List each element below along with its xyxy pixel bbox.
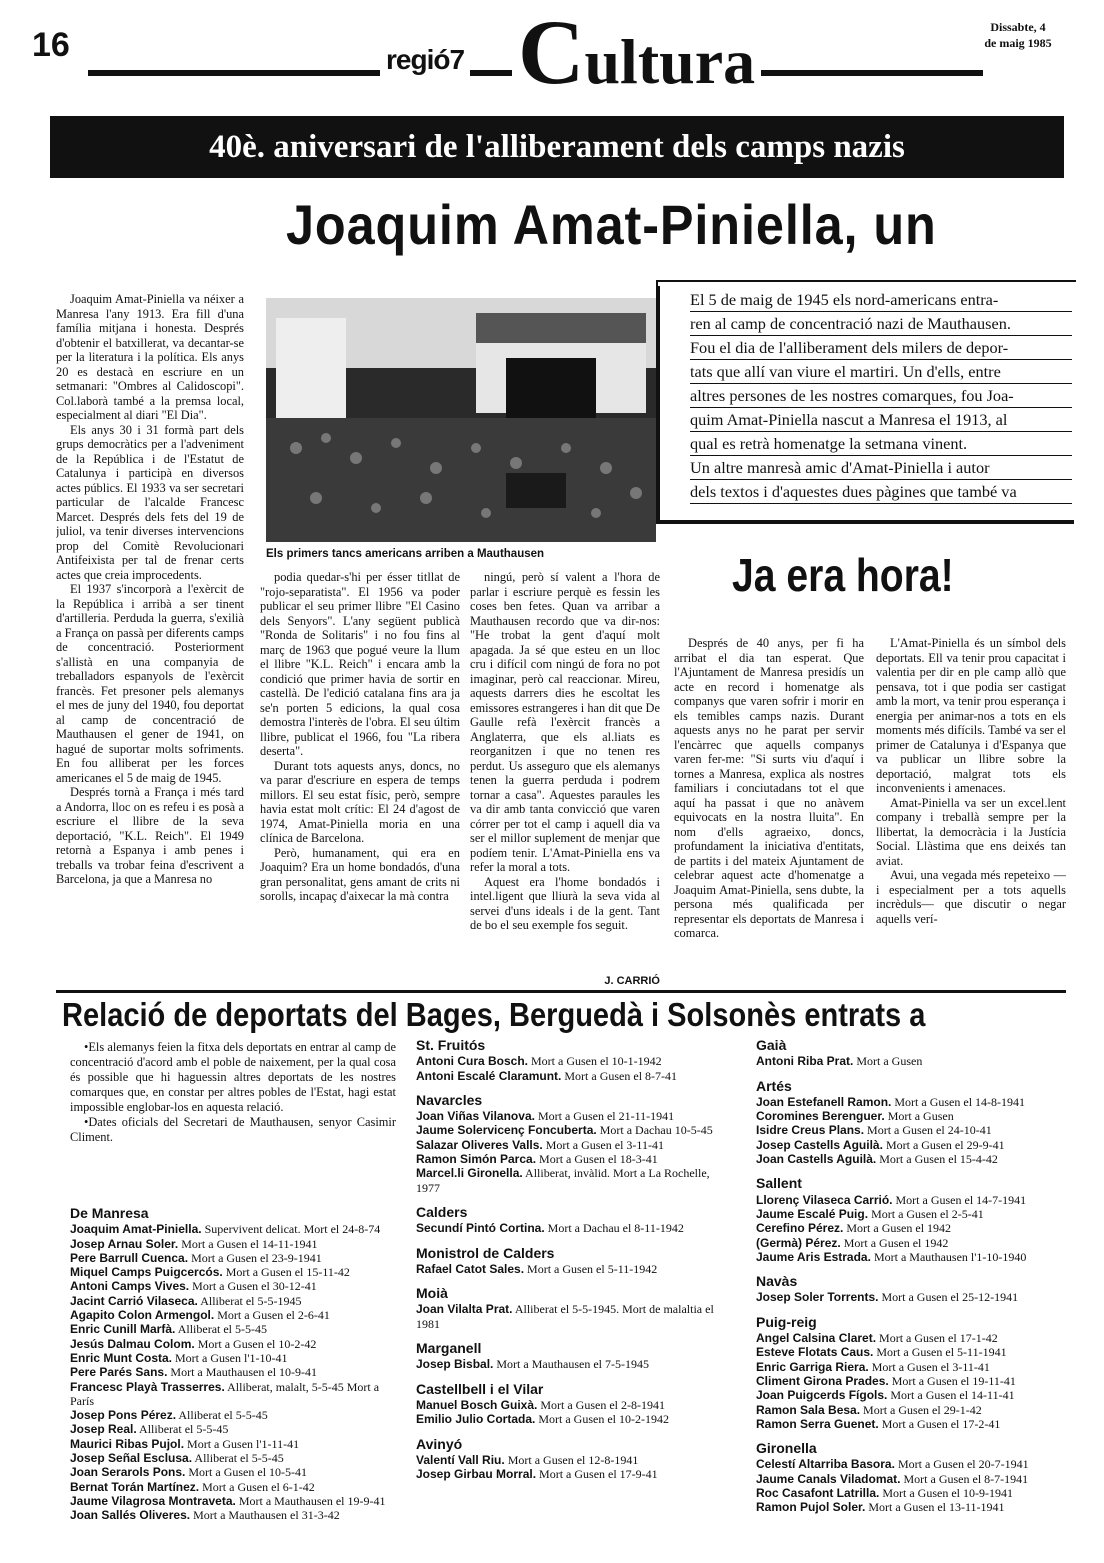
newspaper-brand: regió7 — [380, 44, 470, 76]
town-heading: Artés — [756, 1077, 792, 1094]
town-heading: De Manresa — [70, 1205, 149, 1221]
deportee-fate: Mort a Gusen el 15-11-42 — [222, 1265, 350, 1280]
article-paragraph: Avui, una vegada més repeteixo —i especialment per a tots aquells incrèduls— que discutir o negar aquells verí- — [876, 868, 1066, 926]
deportee-name: Antoni Riba Prat. — [756, 1054, 854, 1069]
relacio-column-3 — [756, 1028, 1074, 1515]
deportee-entry — [756, 1221, 1074, 1235]
deportee-name: Joaquim Amat-Piniella. — [70, 1222, 202, 1237]
deportee-name: Rafael Catot Sales. — [416, 1261, 525, 1276]
deportee-name: Ramon Simón Parca. — [416, 1152, 537, 1167]
deportee-name: Francesc Playà Trasserres. — [70, 1379, 225, 1394]
relacio-column-2 — [416, 1028, 732, 1481]
lead-rule-bottom — [656, 520, 1074, 524]
deportee-entry — [756, 1152, 1074, 1166]
deportee-entry — [756, 1331, 1074, 1345]
deportee-entry — [70, 1494, 400, 1508]
deportee-fate: Mort a Gusen el 10-1-1942 — [528, 1054, 662, 1069]
article-paragraph: L'Amat-Piniella és un símbol dels deportats. Ell va tenir prou capacitat i valentia per dir en ple camp allò que pensava, tot i que podia ser castigat amb la mort, va tenir prou esperança i energia per animar-nos a tots en els moments més difícils. També va ser el primer de Catalunya i d'Espanya que va publicar un llibre sobre la deportació, malgrat tots els inconvenients i amenaces. — [876, 636, 1066, 795]
lead-line: altres persones de les nostres comarques, fou Joa- — [690, 384, 1072, 408]
town-heading: Navàs — [756, 1273, 798, 1290]
deportee-entry — [416, 1123, 732, 1137]
bio-paragraph: Joaquim Amat-Piniella va néixer a Manresa l'any 1913. Era fill d'una família mitjana i honesta. Després d'obtenir el batxillerat, va decantar-se per la literatura i la política. Els anys 20 es destacà en escriure en un setmanari: "Ombres al Calidoscopi". Col.laborà també a la premsa local, especialment al diari "El Dia". — [56, 292, 244, 422]
deportee-entry — [416, 1166, 732, 1195]
deportee-name: Joan Estefanell Ramon. — [756, 1094, 892, 1109]
deportee-name: Roc Casafont Latrilla. — [756, 1486, 880, 1501]
deportee-name: Llorenç Vilaseca Carrió. — [756, 1192, 893, 1207]
deportee-entry — [416, 1221, 732, 1235]
deportee-fate: Mort a Gusen el 12-8-1941 — [504, 1452, 639, 1467]
lead-line: tats que allí van viure el martiri. Un d'ells, entre — [690, 360, 1072, 384]
deportee-fate: Mort a Gusen el 3-11-41 — [868, 1359, 990, 1374]
deportee-name: Esteve Flotats Caus. — [756, 1345, 874, 1360]
deportee-entry — [756, 1486, 1074, 1500]
date-line-1: Dissabte, 4 — [990, 20, 1046, 34]
deportee-name: Josep Arnau Soler. — [70, 1236, 179, 1251]
deportee-entry — [756, 1457, 1074, 1471]
relacio-note: •Dates oficials del Secretari de Mauthausen, senyor Casimir Climent. — [70, 1115, 396, 1144]
deportee-entry — [70, 1422, 400, 1436]
deportee-fate: Mort a Gusen el 5-11-1941 — [873, 1345, 1007, 1360]
deportee-entry — [756, 1250, 1074, 1264]
crowd-photo-illustration — [266, 298, 656, 542]
deportee-entry — [70, 1451, 400, 1465]
deportee-fate: Mort a Gusen el 14-8-1941 — [891, 1094, 1026, 1109]
lead-line: qual es retrà homenatge la setmana vinent. — [690, 432, 1072, 456]
deportee-entry — [756, 1193, 1074, 1207]
deportee-fate: Mort a Gusen el 30-12-41 — [189, 1279, 317, 1294]
deportee-fate: Mort a Gusen el 1942 — [843, 1221, 952, 1236]
deportee-fate: Alliberat el 5-5-45 — [175, 1322, 267, 1337]
deportee-name: Cerefino Pérez. — [756, 1221, 844, 1236]
deportee-name: Josep Real. — [70, 1422, 137, 1437]
town-heading: Puig-reig — [756, 1313, 817, 1330]
deportee-name: Antoni Escalé Claramunt. — [416, 1068, 562, 1083]
town-heading: St. Fruitós — [416, 1037, 486, 1053]
deportee-entry — [416, 1152, 732, 1166]
lead-line: El 5 de maig de 1945 els nord-americans entra- — [690, 288, 1072, 312]
town-heading: Marganell — [416, 1340, 482, 1357]
deportee-entry — [756, 1236, 1074, 1250]
deportee-entry — [70, 1337, 400, 1351]
deportee-entry — [756, 1472, 1074, 1486]
deportee-name: Miquel Camps Puigcercós. — [70, 1265, 223, 1280]
lead-line: Un altre manresà amic d'Amat-Piniella i autor — [690, 456, 1072, 480]
town-heading: Navarcles — [416, 1091, 483, 1108]
deportee-name: Joan Vilalta Prat. — [416, 1302, 513, 1317]
town-heading: Sallent — [756, 1175, 802, 1192]
deportee-entry — [756, 1109, 1074, 1123]
deportee-fate: Mort a Gusen el 13-11-1941 — [865, 1500, 1005, 1515]
deportee-entry — [70, 1294, 400, 1308]
deportee-fate: Mort a Gusen el 10-9-1941 — [879, 1486, 1013, 1501]
deportee-name: Joan Sallés Oliveres. — [70, 1508, 191, 1523]
deportee-name: Joan Puigcerds Fígols. — [756, 1388, 888, 1403]
deportee-fate: Mort a Gusen el 19-11-41 — [888, 1373, 1016, 1388]
relacio-title: Relació de deportats del Bages, Berguedà i Solsonès entrats a — [62, 996, 926, 1033]
deportee-name: Antoni Camps Vives. — [70, 1279, 190, 1294]
deportee-entry — [756, 1417, 1074, 1431]
deportee-entry — [416, 1453, 732, 1467]
deportee-name: Secundí Pintó Cortina. — [416, 1221, 545, 1236]
bio-column — [56, 292, 244, 992]
deportee-name: Jaume Solervicenç Foncuberta. — [416, 1123, 597, 1138]
deportee-fate: Mort a Gusen el 10-5-41 — [185, 1465, 308, 1480]
deportee-fate: Mort a Gusen el 2-6-41 — [214, 1308, 330, 1323]
deportee-fate: Mort a Gusen el 18-3-41 — [536, 1152, 658, 1167]
relacio-notes — [70, 1040, 396, 1145]
town-heading: Gironella — [756, 1440, 817, 1457]
lead-line: quim Amat-Piniella nascut a Manresa el 1913, al — [690, 408, 1072, 432]
deportee-fate: Mort a Gusen l'1-10-41 — [172, 1350, 288, 1365]
deportee-entry — [416, 1357, 732, 1371]
deportee-name: Angel Calsina Claret. — [756, 1331, 877, 1346]
deportee-name: Coromines Berenguer. — [756, 1109, 885, 1124]
deportee-name: Joan Viñas Vilanova. — [416, 1109, 535, 1124]
town-heading: Gaià — [756, 1037, 787, 1053]
deportee-fate: Mort a Gusen el 5-11-1942 — [524, 1261, 658, 1276]
deportee-name: Ramon Sala Besa. — [756, 1402, 861, 1417]
deportee-entry — [756, 1403, 1074, 1417]
deportee-name: Jaume Aris Estrada. — [756, 1249, 871, 1264]
deportee-name: Jaume Canals Viladomat. — [756, 1471, 901, 1486]
author-signature: J. CARRIÓ — [604, 975, 660, 987]
deportee-name: Joan Castells Aguilà. — [756, 1152, 877, 1167]
deportee-name: Pere Parés Sans. — [70, 1365, 168, 1380]
deportee-fate: Mort a Gusen el 17-2-41 — [878, 1416, 1001, 1431]
deportee-fate: Alliberat el 5-5-1945 — [197, 1293, 302, 1308]
article-paragraph: podia quedar-s'hi per ésser titllat de "rojo-separatista". El 1956 va poder publicar el seu primer llibre "El Casino dels Senyors". L'any següent publicà "Ronda de Solitaris" i no fou fins al març de 1963 que pogué veure la llum el llibre "K.L. Reich" i encara amb la condició que primer havia de sortir en castellà. De l'edició catalana fins ara ja se'n porten 5 edicions, la qual cosa demostra l'interès de l'obra. El seu últim llibre, publicat el 1966, fou "La ribera deserta". — [260, 570, 460, 758]
deportee-entry — [70, 1508, 400, 1522]
deportee-entry — [416, 1138, 732, 1152]
deportee-entry — [756, 1123, 1074, 1137]
deportee-entry — [70, 1408, 400, 1422]
deportee-name: Bernat Torán Martínez. — [70, 1479, 200, 1494]
deportee-fate: Mort a Gusen el 1942 — [840, 1235, 949, 1250]
deportee-entry — [416, 1467, 732, 1481]
deportee-entry — [756, 1360, 1074, 1374]
deportee-fate: Mort a Gusen el 29-9-41 — [882, 1137, 1005, 1152]
deportee-fate: Mort a Mauthausen l'1-10-1940 — [870, 1249, 1027, 1264]
lead-paragraph — [690, 288, 1072, 504]
lead-frame — [656, 280, 1076, 288]
deportee-name: Agapito Colon Armengol. — [70, 1308, 215, 1323]
deportee-entry — [756, 1345, 1074, 1359]
deportee-fate: Mort a Gusen el 14-7-1941 — [892, 1192, 1027, 1207]
article-paragraph: Però, humanament, qui era en Joaquim? Era un home bondadós, d'una gran personalitat, gens amant de crits ni sorolls, incapaç d'aixecar la mà contra — [260, 845, 460, 903]
photo-tanks-mauthausen — [266, 298, 656, 542]
deportee-entry — [756, 1374, 1074, 1388]
deportee-entry — [416, 1054, 732, 1068]
deportee-fate: Mort a Gusen el 10-2-42 — [194, 1336, 317, 1351]
deportee-entry — [70, 1222, 400, 1236]
deportee-fate: Mort a Gusen el 21-11-1941 — [534, 1109, 675, 1124]
deportee-name: Josep Castells Aguilà. — [756, 1137, 883, 1152]
article-column-4 — [674, 636, 864, 986]
bio-paragraph: Després tornà a França i més tard a Andorra, lloc on es refeu i es posà a escriure el llibre de la seva deportació, "K.L. Reich". El 1949 retornà a Espanya i amb penes i treballs va trobar feina d'escrivent a Barcelona, ja que a Manresa no — [56, 785, 244, 886]
anniversary-banner — [50, 116, 1064, 178]
deportee-fate: Alliberat el 5-5-45 — [176, 1408, 268, 1423]
town-heading: Castellbell i el Vilar — [416, 1380, 544, 1397]
deportee-fate: Mort a Gusen el 8-7-1941 — [900, 1471, 1029, 1486]
deportee-entry — [70, 1437, 400, 1451]
deportee-fate: Mort a Gusen el 17-9-41 — [536, 1467, 658, 1482]
deportee-fate: Mort a Mauthausen el 19-9-41 — [235, 1493, 386, 1508]
deportee-name: Enric Cunill Marfà. — [70, 1322, 176, 1337]
deportee-entry — [70, 1237, 400, 1251]
deportee-name: Pere Barrull Cuenca. — [70, 1250, 189, 1265]
deportee-fate: Supervivent delicat. Mort el 24-8-74 — [201, 1222, 381, 1237]
relacio-note: •Els alemanys feien la fitxa dels deportats en entrar al camp de concentració d'acord amb el poble de naixement, per la qual cosa és possible que hi haguessin altres deportats de les nostres comarques que, en constar per altres pobles de l'Estat, hagi estat impossible englobar-los en aquesta relació. — [70, 1040, 396, 1114]
deportee-name: Maurici Ribas Pujol. — [70, 1436, 185, 1451]
article-paragraph: Amat-Piniella va ser un excel.lent company i treballà sempre per la llibertat, la democràcia i la Justícia Social. Llàstima que ens deixés tan aviat. — [876, 795, 1066, 868]
deportee-name: Josep Pons Pérez. — [70, 1408, 177, 1423]
deportee-name: Josep Señal Esclusa. — [70, 1451, 193, 1466]
deportee-fate: Mort a Mauthausen el 7-5-1945 — [493, 1357, 650, 1372]
deportee-entry — [70, 1380, 400, 1409]
section-title — [512, 1, 761, 103]
deportee-entry — [756, 1290, 1074, 1304]
lead-line: ren al camp de concentració nazi de Mauthausen. — [690, 312, 1072, 336]
deportee-name: Celestí Altarriba Basora. — [756, 1457, 895, 1472]
deportee-fate: Mort a Gusen el 17-1-42 — [876, 1331, 998, 1346]
article-paragraph: Aquest era l'home bondadós i intel.ligent que lliurà la seva vida al servei d'uns ideals i de la gent. Tant de bo el seu exemple fos seguit. — [470, 874, 660, 932]
deportee-fate: Mort a Gusen el 29-1-42 — [860, 1402, 982, 1417]
deportee-name: Josep Soler Torrents. — [756, 1290, 879, 1305]
bio-paragraph: El 1937 s'incorporà a l'exèrcit de la República i arribà a ser tinent d'artilleria. Perduda la guerra, s'exilià a França on passà per diferents camps de concentració. Posteriorment s'allistà en una companyia de treballadors espanyols de l'exèrcit francès. Fet presoner pels alemanys el mes de juny del 1940, fou deportat al camp de concentració de Mauthausen el gener de 1941, on hagué de suportar molts sofriments. En fou alliberat per les forces americanes el 5 de maig de 1945. — [56, 582, 244, 785]
deportee-entry — [416, 1262, 732, 1276]
deportee-name: Jaume Escalé Puig. — [756, 1206, 869, 1221]
deportee-name: Joan Serarols Pons. — [70, 1465, 186, 1480]
deportee-name: Manuel Bosch Guixà. — [416, 1397, 538, 1412]
deportee-fate: Mort a Dachau 10-5-45 — [596, 1123, 713, 1138]
deportee-fate: Mort a Gusen el 15-4-42 — [876, 1152, 998, 1167]
deportee-name: Jesús Dalmau Colom. — [70, 1336, 195, 1351]
deportee-fate: Mort a Gusen el 3-11-41 — [542, 1137, 664, 1152]
town-heading: Calders — [416, 1203, 468, 1220]
deportee-entry — [756, 1054, 1074, 1068]
deportee-entry — [70, 1279, 400, 1293]
lead-rule-vertical — [656, 286, 660, 522]
deportee-entry — [756, 1500, 1074, 1514]
deportee-fate: Mort a Gusen — [853, 1054, 923, 1069]
article-paragraph: Després de 40 anys, per fi ha arribat el dia tan esperat. Que l'Ajuntament de Manresa presidís un acte en record i homenatge als companys que varen sofrir i morir en els temibles camps nazis. Durant aquests anys no he parat per servir l'encàrrec que aquells companys varen fer-me: "Si surts viu d'aquí i tornes a Manresa, explica als nostres familiars i conciutadans tot el que aquí ha passat i que no anàvem equivocats en la nostra lluita". En nom d'ells agraeixo, doncs, profundament la iniciativa d'entitats, de partits i del mateix Ajuntament de celebrar aquest acte d'homenatge a Joaquim Amat-Piniella, sens dubte, la persona més qualificada per representar els deportats de Manresa i comarca. — [674, 636, 864, 940]
deportee-fate: Mort a Gusen el 14-11-1941 — [178, 1236, 318, 1251]
deportee-name: Enric Munt Costa. — [70, 1350, 173, 1365]
date-line-2: de maig 1985 — [984, 35, 1052, 50]
deportee-entry — [756, 1388, 1074, 1402]
deportee-entry — [70, 1365, 400, 1379]
deportee-entry — [70, 1322, 400, 1336]
deportee-fate: Mort a Gusen el 25-12-1941 — [878, 1290, 1019, 1305]
deportee-fate: Mort a Mauthausen el 31-3-42 — [190, 1508, 340, 1523]
deportee-entry — [416, 1412, 732, 1426]
article-paragraph: ningú, però sí valent a l'hora de parlar i escriure perquè es fessin les coses ben fetes. Quan va arribar a Mauthausen recordo que va dir-nos: "He trobat la gent d'aquí molt apagada. Ja sé que esteu en un lloc cru i difícil com ningú de fora no pot imaginar, però cal reaccionar. Mireu, aquests darrers dies he escoltat les emissores estrangeres i han dit que De Gaulle refà l'exèrcit francès a Anglaterra, que els al.liats es reorganitzen i que no tenen res perdut. Us asseguro que els alemanys tenen la guerra perduda i podrem tornar a casa". Aquestes paraules les va dir amb tanta convicció que varen córrer per tot el camp i aquell dia va ser el millor suplement de menjar que podíem tenir. L'Amat-Piniella ens va refer la moral a tots. — [470, 570, 660, 874]
deportee-fate: Mort a Gusen el 6-1-42 — [199, 1479, 315, 1494]
section-initial: C — [518, 1, 585, 103]
deportee-fate: Mort a Gusen el 2-8-1941 — [537, 1397, 665, 1412]
deportee-fate: Alliberat, invàlid. Mort a La Rochelle, 1977 — [416, 1166, 710, 1195]
article-column-3 — [470, 570, 660, 988]
deportee-entry — [70, 1351, 400, 1365]
deportee-entry — [70, 1308, 400, 1322]
bio-paragraph: Els anys 30 i 31 formà part dels grups democràtics per a l'adveniment de la República i de l'Estatut de Catalunya i participà en diversos actes públics. El 1933 va ser secretari particular de l'alcalde Francesc Marcet. Després dels fets del 19 de juliol, va tenir diverses intervencions prop del Comitè Revolucionari Antifeixista per tal de frenar certs actes que creia improcedents. — [56, 422, 244, 582]
section-rest: ultura — [584, 26, 756, 97]
deportee-name: Valentí Vall Riu. — [416, 1452, 505, 1467]
deportee-entry — [416, 1398, 732, 1412]
deportee-fate: Alliberat el 5-5-1945. Mort de malaltia el 1981 — [416, 1302, 714, 1331]
deportee-fate: Mort a Gusen el 10-2-1942 — [535, 1412, 669, 1427]
deportee-entry — [70, 1251, 400, 1265]
deportee-fate: Alliberat, malalt, 5-5-45 Mort a París — [70, 1379, 380, 1408]
relacio-top-rule — [56, 990, 1066, 993]
photo-caption: Els primers tancs americans arriben a Mauthausen — [266, 548, 545, 560]
deportee-fate: Mort a Dachau el 8-11-1942 — [544, 1221, 684, 1236]
deportee-entry — [416, 1302, 732, 1331]
deportee-name: Josep Girbau Morral. — [416, 1467, 537, 1482]
deportee-name: Isidre Creus Plans. — [756, 1123, 865, 1138]
deportee-name: Marcel.li Gironella. — [416, 1166, 523, 1181]
deportee-entry — [416, 1109, 732, 1123]
town-heading: Avinyó — [416, 1435, 463, 1452]
article-column-2 — [260, 570, 460, 988]
main-headline: Joaquim Amat-Piniella, un — [286, 193, 937, 256]
article-paragraph: Durant tots aquests anys, doncs, no va parar d'escriure en espera de temps millors. El seu estat físic, però, sempre havia estat molt crític: El 24 d'agost de 1974, Amat-Piniella moria en una clínica de Barcelona. — [260, 758, 460, 845]
deportee-name: Salazar Oliveres Valls. — [416, 1137, 543, 1152]
deportee-fate: Alliberat el 5-5-45 — [136, 1422, 229, 1437]
deportee-fate: Mort a Gusen el 23-9-1941 — [188, 1250, 322, 1265]
deportee-entry — [756, 1095, 1074, 1109]
deportee-name: Jacint Carrió Vilaseca. — [70, 1293, 198, 1308]
deportee-name: (Germà) Pérez. — [756, 1235, 841, 1250]
deportee-name: Josep Bisbal. — [416, 1357, 494, 1372]
deportee-entry — [756, 1138, 1074, 1152]
deportee-fate: Mort a Gusen el 20-7-1941 — [894, 1457, 1029, 1472]
lead-line: Fou el dia de l'alliberament dels milers de depor- — [690, 336, 1072, 360]
deportee-fate: Mort a Gusen el 24-10-41 — [864, 1123, 992, 1138]
deportee-name: Climent Girona Prades. — [756, 1373, 889, 1388]
deportee-entry — [416, 1069, 732, 1083]
deportee-name: Emilio Julio Cortada. — [416, 1412, 536, 1427]
ja-era-hora-title: Ja era hora! — [732, 549, 954, 601]
deportee-name: Jaume Vilagrosa Montraveta. — [70, 1493, 236, 1508]
town-heading: Monistrol de Calders — [416, 1244, 555, 1261]
article-column-5 — [876, 636, 1066, 986]
deportee-name: Enric Garriga Riera. — [756, 1359, 869, 1374]
banner-text: 40è. aniversari de l'alliberament dels camps nazis — [209, 129, 905, 165]
page-number: 16 — [32, 26, 70, 64]
deportee-fate: Mort a Gusen l'1-11-41 — [184, 1436, 300, 1451]
deportee-entry — [70, 1465, 400, 1479]
deportee-entry — [756, 1207, 1074, 1221]
deportee-name: Ramon Serra Guenet. — [756, 1416, 879, 1431]
deportee-fate: Mort a Gusen el 8-7-41 — [561, 1068, 678, 1083]
deportee-entry — [70, 1265, 400, 1279]
relacio-column-1 — [70, 1196, 400, 1523]
deportee-fate: Mort a Gusen — [884, 1109, 954, 1124]
deportee-fate: Alliberat el 5-5-45 — [192, 1451, 284, 1466]
deportee-fate: Mort a Mauthausen el 10-9-41 — [167, 1365, 318, 1380]
lead-line: dels textos i d'aquestes dues pàgines que també va — [690, 480, 1072, 504]
deportee-name: Antoni Cura Bosch. — [416, 1054, 529, 1069]
deportee-fate: Mort a Gusen el 14-11-41 — [887, 1388, 1015, 1403]
deportee-entry — [70, 1480, 400, 1494]
deportee-name: Ramon Pujol Soler. — [756, 1500, 866, 1515]
dateline — [968, 20, 1068, 51]
town-heading: Moià — [416, 1285, 448, 1302]
deportee-fate: Mort a Gusen el 2-5-41 — [868, 1206, 984, 1221]
